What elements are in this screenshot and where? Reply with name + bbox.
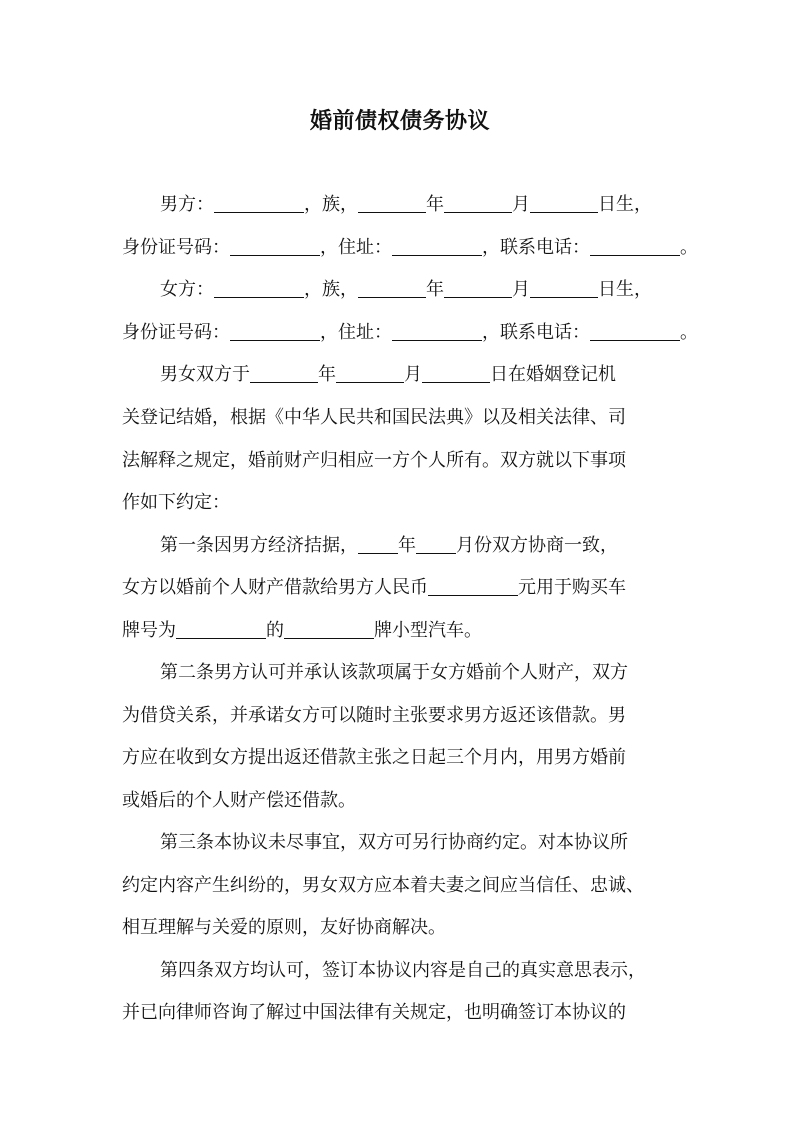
male-label: 男方： <box>160 194 214 215</box>
day-born-label: 日生， <box>598 194 652 215</box>
article-2-line-4: 或婚后的个人财产偿还借款。 <box>122 790 356 811</box>
female-info-line <box>160 278 690 302</box>
article-text: 牌号为 <box>122 620 176 641</box>
punct: ， <box>304 279 322 300</box>
article-4-line-1: 第四条双方均认可，签订本协议内容是自己的真实意思表示， <box>160 960 646 981</box>
loan-amount-blank[interactable] <box>428 577 518 596</box>
month-label: 月 <box>512 279 530 300</box>
article-1-line-1 <box>160 534 690 558</box>
article-1-line-3 <box>122 619 690 643</box>
punct: 。 <box>680 237 698 258</box>
marriage-month-blank[interactable] <box>336 364 404 383</box>
male-name-blank[interactable] <box>214 194 304 213</box>
id-label: 身份证号码： <box>122 237 230 258</box>
article-text: 第一条因男方经济拮据， <box>160 535 358 556</box>
address-label: ，住址： <box>320 322 392 343</box>
loan-year-blank[interactable] <box>358 535 398 554</box>
id-label: 身份证号码： <box>122 322 230 343</box>
article-text: 的 <box>266 620 284 641</box>
male-info-line <box>160 193 690 217</box>
year-label: 年 <box>398 535 416 556</box>
female-day-blank[interactable] <box>530 279 598 298</box>
document-title: 婚前债权债务协议 <box>309 109 490 134</box>
phone-label: ，联系电话： <box>482 237 590 258</box>
day-born-label: 日生， <box>598 279 652 300</box>
article-text: 女方以婚前个人财产借款给男方人民币 <box>122 577 428 598</box>
article-text: 元用于购买车 <box>518 577 626 598</box>
male-year-blank[interactable] <box>358 194 426 213</box>
male-address-blank[interactable] <box>392 237 482 256</box>
phone-label: ，联系电话： <box>482 322 590 343</box>
preamble-line-2: 关登记结婚，根据《中华人民共和国民法典》以及相关法律、司 <box>122 407 626 428</box>
female-label: 女方： <box>160 279 214 300</box>
article-text: 牌小型汽车。 <box>374 620 482 641</box>
article-4-line-2: 并已向律师咨询了解过中国法律有关规定，也明确签订本协议的 <box>122 1002 626 1023</box>
plate-number-blank[interactable] <box>176 620 266 639</box>
article-2-line-2: 为借贷关系，并承诺女方可以随时主张要求男方返还该借款。男 <box>122 705 626 726</box>
preamble-text: 男女双方于 <box>160 364 250 385</box>
article-3-line-3: 相互理解与关爱的原则，友好协商解决。 <box>122 917 446 938</box>
preamble-line-3: 法解释之规定，婚前财产归相应一方个人所有。双方就以下事项 <box>122 450 626 471</box>
article-2-line-1: 第二条男方认可并承认该款项属于女方婚前个人财产，双方 <box>160 662 628 683</box>
female-id-blank[interactable] <box>230 322 320 341</box>
car-brand-blank[interactable] <box>284 620 374 639</box>
female-phone-blank[interactable] <box>590 322 680 341</box>
month-label: 月 <box>512 194 530 215</box>
marriage-day-blank[interactable] <box>422 364 490 383</box>
female-id-line <box>122 321 698 345</box>
male-id-line <box>122 236 698 260</box>
year-label: 年 <box>426 194 444 215</box>
preamble-line-1 <box>160 363 690 387</box>
article-3-line-2: 约定内容产生纠纷的，男女双方应本着夫妻之间应当信任、忠诚、 <box>122 875 644 896</box>
male-id-blank[interactable] <box>230 237 320 256</box>
article-2-line-3: 方应在收到女方提出返还借款主张之日起三个月内，用男方婚前 <box>122 747 626 768</box>
preamble-text: 日在婚姻登记机 <box>490 364 616 385</box>
loan-month-blank[interactable] <box>416 535 456 554</box>
ethnic-label: 族， <box>322 279 358 300</box>
male-phone-blank[interactable] <box>590 237 680 256</box>
month-label: 月 <box>404 364 422 385</box>
female-name-blank[interactable] <box>214 279 304 298</box>
preamble-line-4: 作如下约定： <box>122 492 230 513</box>
article-1-line-2 <box>122 576 690 600</box>
year-label: 年 <box>426 279 444 300</box>
year-label: 年 <box>318 364 336 385</box>
punct: 。 <box>680 322 698 343</box>
marriage-year-blank[interactable] <box>250 364 318 383</box>
article-text: 月份双方协商一致， <box>456 535 618 556</box>
female-month-blank[interactable] <box>444 279 512 298</box>
male-day-blank[interactable] <box>530 194 598 213</box>
ethnic-label: 族， <box>322 194 358 215</box>
address-label: ，住址： <box>320 237 392 258</box>
article-3-line-1: 第三条本协议未尽事宜，双方可另行协商约定。对本协议所 <box>160 832 628 853</box>
female-address-blank[interactable] <box>392 322 482 341</box>
female-year-blank[interactable] <box>358 279 426 298</box>
punct: ， <box>304 194 322 215</box>
male-month-blank[interactable] <box>444 194 512 213</box>
